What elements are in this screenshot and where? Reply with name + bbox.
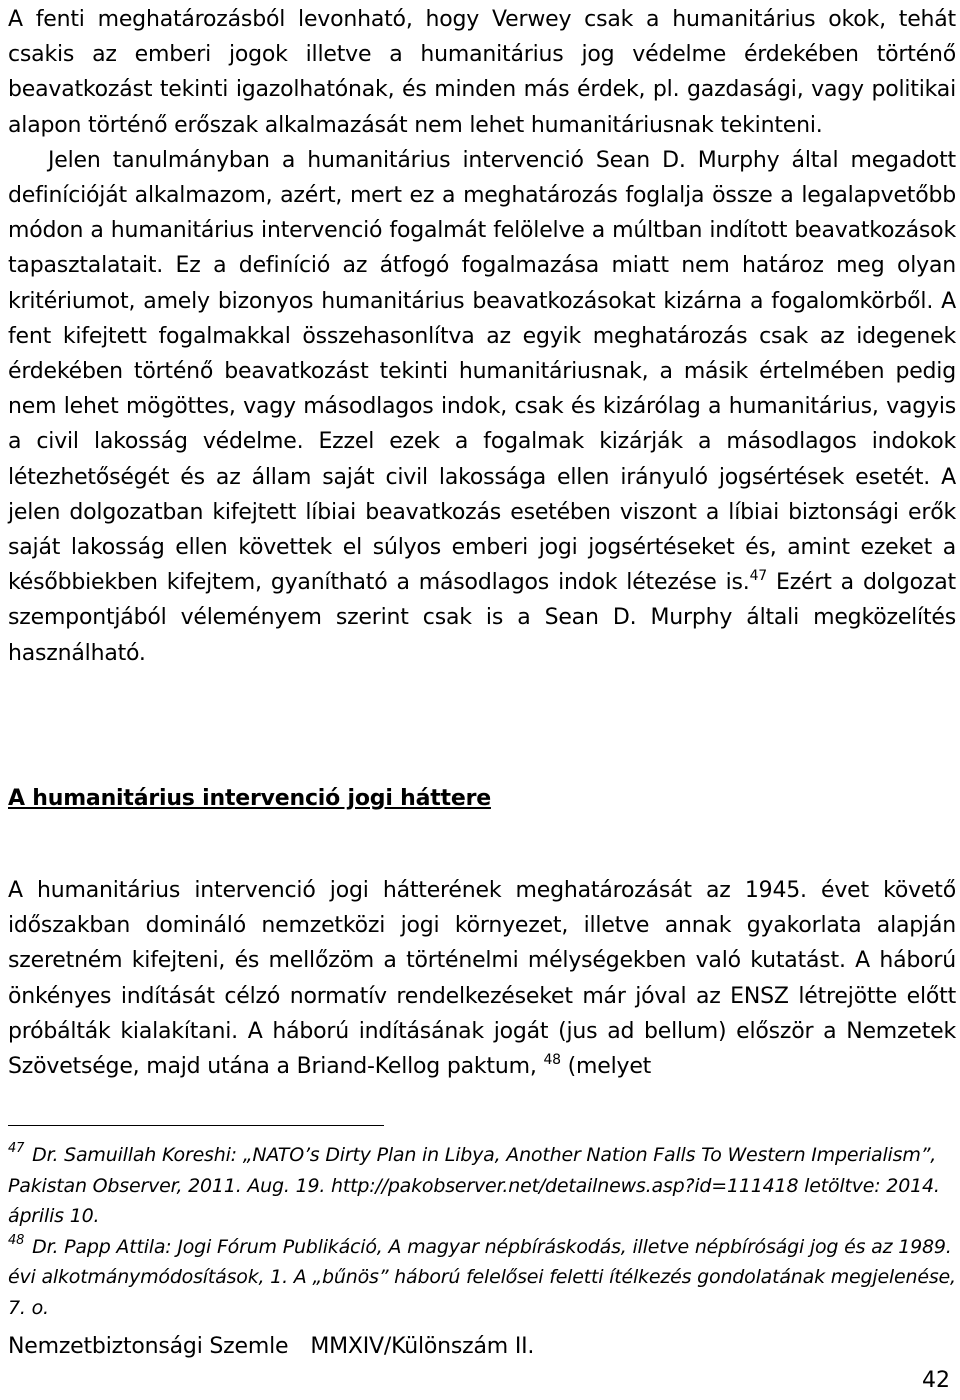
body-text — [8, 2, 956, 671]
section-body — [8, 873, 956, 1084]
journal-title: Nemzetbiztonsági Szemle — [8, 1334, 289, 1359]
section-heading: A humanitárius intervenció jogi háttere — [8, 786, 491, 811]
footnotes — [8, 1140, 956, 1323]
footnote-48 — [8, 1232, 956, 1324]
footnote-reference-48[interactable]: 48 — [543, 1052, 561, 1069]
paragraph-text: Ezért a dolgozat szempontjából véleményem szerint csak is a Sean D. Murphy általi megközelítés használható. — [8, 570, 956, 666]
paragraph-text: A humanitárius intervenció jogi hátterének meghatározását az 1945. évet követő időszakban domináló nemzetközi jogi környezet, illetve annak gyakorlata alapján szeretném kifejteni, és mellőzöm a történelmi mélységekben való kutatást. A háború önkényes indítását célzó normatív rendelkezéseket már jóval az ENSZ létrejötte előtt próbálták kialakítani. A háború indításának jogát (jus ad bellum) először a Nemzetek Szövetsége, majd utána a Briand-Kellog paktum, — [8, 878, 956, 1080]
footnote-47 — [8, 1140, 956, 1232]
paragraph-text: Jelen tanulmányban a humanitárius intervenció Sean D. Murphy által megadott definícióját alkalmazom, azért, mert ez a meghatározás foglalja össze a legalapvetőbb módon a humanitárius intervenció fogalmát felölelve a múltban indított beavatkozások tapasztalatait. Ez a definíció az átfogó fogalmazása miatt nem határoz meg olyan kritériumot, amely bizonyos humanitárius beavatkozásokat kizárna a fogalomkörből. A fent kifejtett fogalmakkal összehasonlítva az egyik meghatározás csak az idegenek érdekében történő beavatkozást tekinti humanitáriusnak, a másik értelmében pedig nem lehet mögöttes, vagy másodlagos indok, csak és kizárólag a humanitárius, vagyis a civil lakosság védelme. Ezzel ezek a fogalmak kizárják a másodlagos indokok létezhetőségét és az állam saját civil lakossága ellen irányuló jogsértések esetét. A jelen dolgozatban kifejtett líbiai beavatkozás esetében viszont a líbiai biztonsági erők saját lakosság ellen követtek el súlyos emberi jogi jogsértéseket és, amint ezeket a későbbiekben kifejtem, gyanítható a másodlagos indok létezése is. — [8, 147, 956, 596]
paragraph-text: (melyet — [560, 1054, 652, 1080]
journal-issue: MMXIV/Különszám II. — [310, 1334, 535, 1359]
paragraph-verwey: A fenti meghatározásból levonható, hogy Verwey csak a humanitárius okok, tehát csakis az emberi jogok illetve a humanitárius jog védelme érdekében történő beavatkozást tekinti igazolhatónak, és minden más érdek, pl. gazdasági, vagy politikai alapon történő erőszak alkalmazását nem lehet humanitáriusnak tekinteni. — [8, 7, 956, 138]
footnote-text: Dr. Papp Attila: Jogi Fórum Publikáció, A magyar népbíráskodás, illetve népbírósági jog és az 1989. évi alkotmánymódosítások, 1. A „bűnös” háború felelősei feletti ítélkezés gondolatának megjelenése, 7. o. — [8, 1235, 956, 1319]
page-footer — [8, 1334, 534, 1359]
footnote-separator — [8, 1125, 384, 1126]
footnote-number: 48 — [8, 1232, 25, 1248]
footnote-text: Dr. Samuillah Koreshi: „NATO’s Dirty Plan in Libya, Another Nation Falls To Western Imperialism”, Pakistan Observer, 2011. Aug. 19. http://pakobserver.net/detailnews.asp?id=111418 letöltve: 2014. április 10. — [8, 1144, 940, 1227]
footnote-number: 47 — [8, 1141, 25, 1156]
paragraph-legal-background — [8, 873, 956, 1084]
paragraph-murphy-definition — [8, 143, 956, 671]
page-number: 42 — [922, 1368, 950, 1393]
footnote-reference-47[interactable]: 47 — [749, 568, 767, 585]
